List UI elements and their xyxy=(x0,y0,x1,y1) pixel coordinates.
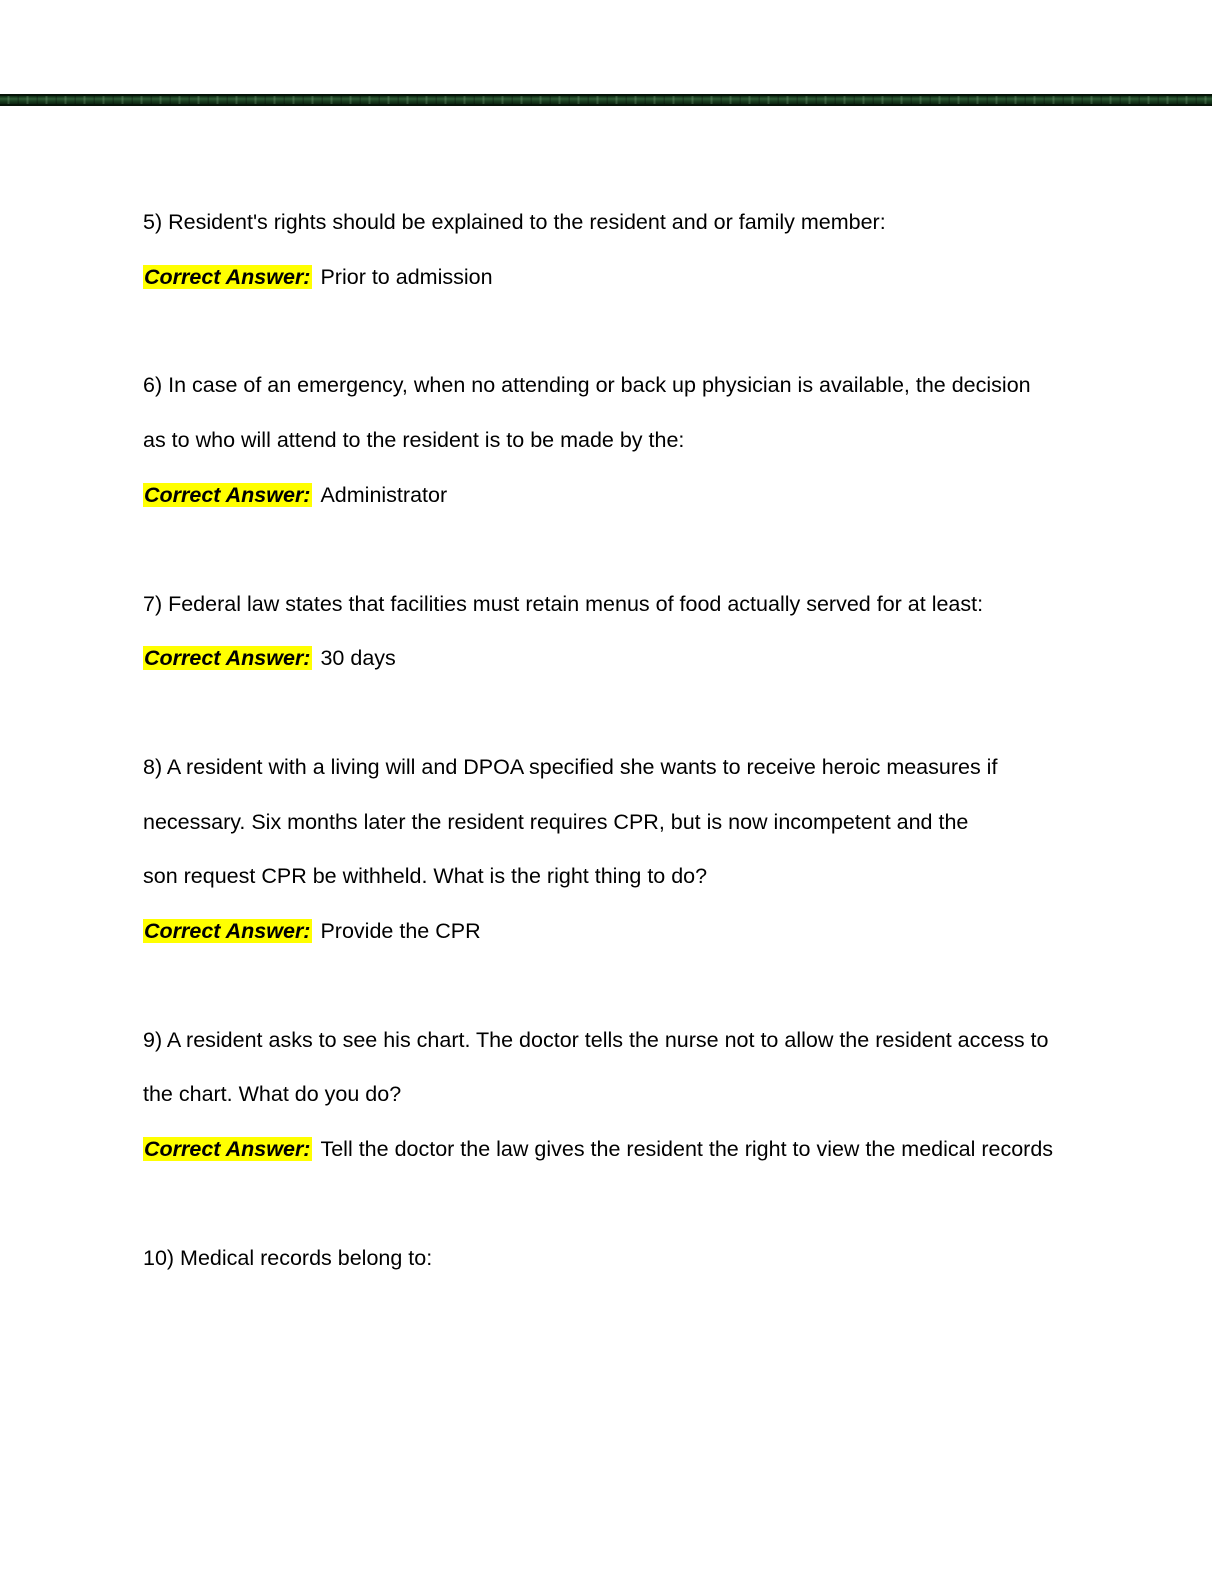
answer-text: Prior to admission xyxy=(320,264,493,289)
question-text: 5) Resident's rights should be explained to the resident and or family member: xyxy=(143,210,886,234)
answer-line xyxy=(143,1122,1083,1177)
correct-answer-label: Correct Answer: xyxy=(144,1137,311,1162)
answer-text: Provide the CPR xyxy=(320,919,481,944)
question-9 xyxy=(143,1013,1083,1177)
question-text: 7) Federal law states that facilities must retain menus of food actually served for at least: xyxy=(143,591,984,616)
correct-answer-label: Correct Answer: xyxy=(144,482,311,507)
correct-answer-label: Correct Answer: xyxy=(144,919,311,944)
answer-line xyxy=(143,250,1083,305)
answer-line xyxy=(143,631,1083,686)
question-text: 10) Medical records belong to: xyxy=(143,1245,433,1270)
answer-text: 30 days xyxy=(320,646,396,671)
question-8 xyxy=(143,740,1083,959)
question-text: 8) A resident with a living will and DPOA specified she wants to receive heroic measures if necessary. Six months later the resident requires CPR, but is now incompetent and the son request CPR be withheld. What is the right thing to do? xyxy=(143,754,998,889)
question-10 xyxy=(143,1231,1083,1286)
header-decorative-bar xyxy=(0,94,1212,106)
document-content xyxy=(143,195,1083,1340)
question-5 xyxy=(143,195,1083,304)
question-7 xyxy=(143,577,1083,686)
correct-answer-label: Correct Answer: xyxy=(144,264,311,289)
question-6 xyxy=(143,358,1083,522)
answer-text: Administrator xyxy=(320,482,448,507)
answer-line xyxy=(143,904,1083,959)
answer-text: Tell the doctor the law gives the resident the right to view the medical records xyxy=(320,1137,1054,1162)
question-text: 6) In case of an emergency, when no attending or back up physician is available, the decision as to who will attend to the resident is to be made by the: xyxy=(143,373,1031,453)
correct-answer-label: Correct Answer: xyxy=(144,646,311,671)
question-text: 9) A resident asks to see his chart. The doctor tells the nurse not to allow the resident access to the chart. What do you do? xyxy=(143,1027,1049,1107)
answer-line xyxy=(143,468,1083,523)
